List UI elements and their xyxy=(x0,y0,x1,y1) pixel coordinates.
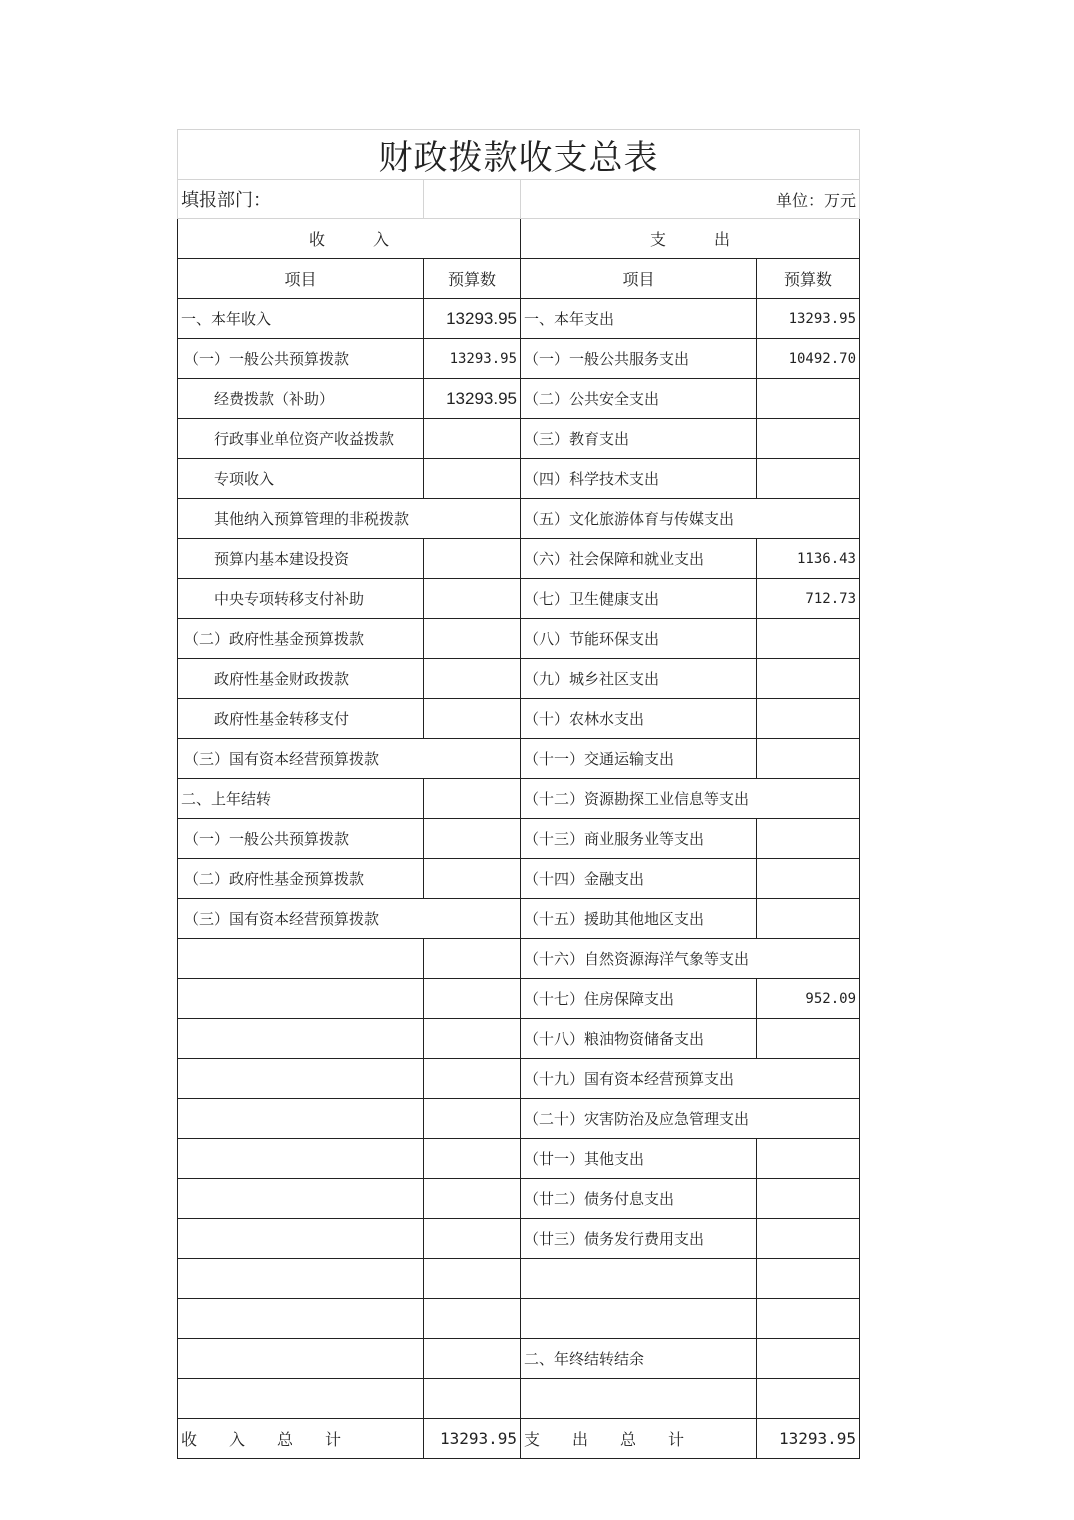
income-item-cell: 其他纳入预算管理的非税拨款 xyxy=(178,499,521,539)
expense-item-cell: （十六）自然资源海洋气象等支出 xyxy=(521,939,860,979)
expense-budget-header: 预算数 xyxy=(757,259,860,299)
page-title: 财政拨款收支总表 xyxy=(178,130,860,180)
income-budget-cell xyxy=(424,819,521,859)
expense-budget-cell xyxy=(757,859,860,899)
table-row xyxy=(178,1379,860,1419)
income-budget-cell: 13293.95 xyxy=(424,299,521,339)
expense-item-cell: （十九）国有资本经营预算支出 xyxy=(521,1059,860,1099)
expense-budget-cell xyxy=(757,419,860,459)
table-row xyxy=(178,339,860,379)
income-item-cell xyxy=(178,939,424,979)
table-row xyxy=(178,979,860,1019)
income-budget-cell xyxy=(424,459,521,499)
table-row xyxy=(178,939,860,979)
income-budget-cell xyxy=(424,699,521,739)
table-row xyxy=(178,579,860,619)
expense-budget-cell xyxy=(757,619,860,659)
table-row xyxy=(178,1059,860,1099)
table-row xyxy=(178,1339,860,1379)
table-row xyxy=(178,859,860,899)
expense-item-cell: （十七）住房保障支出 xyxy=(521,979,757,1019)
expense-item-cell: （十一）交通运输支出 xyxy=(521,739,757,779)
expense-item-cell xyxy=(521,1379,757,1419)
income-budget-cell: 13293.95 xyxy=(424,379,521,419)
expense-item-cell: （二）公共安全支出 xyxy=(521,379,757,419)
income-item-cell: （一）一般公共预算拨款 xyxy=(178,819,424,859)
expense-item-cell: （三）教育支出 xyxy=(521,419,757,459)
expense-budget-cell xyxy=(757,659,860,699)
income-item-cell: 专项收入 xyxy=(178,459,424,499)
expense-item-cell: （十八）粮油物资储备支出 xyxy=(521,1019,757,1059)
expense-budget-cell: 10492.70 xyxy=(757,339,860,379)
income-budget-cell xyxy=(424,1259,521,1299)
income-budget-cell xyxy=(424,1299,521,1339)
income-item-cell: （三）国有资本经营预算拨款 xyxy=(178,739,521,779)
fill-dept-label: 填报部门： xyxy=(178,180,424,219)
expense-item-cell: （六）社会保障和就业支出 xyxy=(521,539,757,579)
expense-budget-cell xyxy=(757,379,860,419)
income-item-cell xyxy=(178,1179,424,1219)
expense-item-cell xyxy=(521,1299,757,1339)
table-row xyxy=(178,739,860,779)
table-row xyxy=(178,1259,860,1299)
expense-budget-cell: 13293.95 xyxy=(757,299,860,339)
fill-dept-blank[interactable] xyxy=(424,180,521,219)
expense-item-cell: （七）卫生健康支出 xyxy=(521,579,757,619)
expense-budget-cell xyxy=(757,459,860,499)
income-item-cell: （三）国有资本经营预算拨款 xyxy=(178,899,521,939)
income-header: 收 入 xyxy=(178,219,521,259)
table-row xyxy=(178,1179,860,1219)
expense-header: 支 出 xyxy=(521,219,860,259)
expense-item-cell: （一）一般公共服务支出 xyxy=(521,339,757,379)
income-budget-cell xyxy=(424,979,521,1019)
income-budget-cell xyxy=(424,859,521,899)
total-row xyxy=(178,1419,860,1459)
table-row xyxy=(178,539,860,579)
income-budget-cell xyxy=(424,1379,521,1419)
expense-item-cell: （五）文化旅游体育与传媒支出 xyxy=(521,499,860,539)
income-item-cell xyxy=(178,1219,424,1259)
income-item-cell xyxy=(178,1139,424,1179)
income-item-cell xyxy=(178,1379,424,1419)
expense-budget-cell xyxy=(757,739,860,779)
expense-budget-cell xyxy=(757,1219,860,1259)
expense-budget-cell xyxy=(757,1339,860,1379)
income-item-cell: 政府性基金转移支付 xyxy=(178,699,424,739)
table-row xyxy=(178,779,860,819)
expense-budget-cell xyxy=(757,1019,860,1059)
column-header-row xyxy=(178,259,860,299)
table-row xyxy=(178,659,860,699)
table-row xyxy=(178,499,860,539)
income-budget-cell xyxy=(424,619,521,659)
expense-item-header: 项目 xyxy=(521,259,757,299)
income-item-cell: （一）一般公共预算拨款 xyxy=(178,339,424,379)
income-item-cell: 预算内基本建设投资 xyxy=(178,539,424,579)
expense-item-cell: （十二）资源勘探工业信息等支出 xyxy=(521,779,860,819)
income-budget-cell xyxy=(424,1179,521,1219)
table-row xyxy=(178,379,860,419)
income-item-cell xyxy=(178,1019,424,1059)
income-item-cell xyxy=(178,1299,424,1339)
income-budget-cell xyxy=(424,579,521,619)
income-budget-header: 预算数 xyxy=(424,259,521,299)
income-item-cell xyxy=(178,1259,424,1299)
income-budget-cell xyxy=(424,1139,521,1179)
income-item-cell xyxy=(178,1059,424,1099)
expense-item-cell xyxy=(521,1259,757,1299)
income-budget-cell xyxy=(424,659,521,699)
section-header-row xyxy=(178,219,860,259)
income-item-cell: 行政事业单位资产收益拨款 xyxy=(178,419,424,459)
total-income-label: 收 入 总 计 xyxy=(178,1419,424,1459)
table-row xyxy=(178,1299,860,1339)
expense-item-cell: 一、本年支出 xyxy=(521,299,757,339)
total-expense-value: 13293.95 xyxy=(757,1419,860,1459)
income-item-cell xyxy=(178,1099,424,1139)
table-row xyxy=(178,419,860,459)
income-budget-cell xyxy=(424,939,521,979)
income-item-cell xyxy=(178,979,424,1019)
expense-item-cell: 二、年终结转结余 xyxy=(521,1339,757,1379)
expense-budget-cell xyxy=(757,819,860,859)
expense-item-cell: （二十）灾害防治及应急管理支出 xyxy=(521,1099,860,1139)
income-budget-cell xyxy=(424,779,521,819)
expense-budget-cell: 1136.43 xyxy=(757,539,860,579)
income-item-cell xyxy=(178,1339,424,1379)
income-budget-cell xyxy=(424,1219,521,1259)
income-budget-cell: 13293.95 xyxy=(424,339,521,379)
budget-sheet xyxy=(177,129,860,1459)
income-budget-cell xyxy=(424,1019,521,1059)
expense-budget-cell xyxy=(757,1379,860,1419)
income-item-cell: 二、上年结转 xyxy=(178,779,424,819)
income-item-cell: （二）政府性基金预算拨款 xyxy=(178,619,424,659)
income-item-cell: （二）政府性基金预算拨款 xyxy=(178,859,424,899)
table-row xyxy=(178,819,860,859)
expense-item-cell: （十五）援助其他地区支出 xyxy=(521,899,757,939)
income-budget-cell xyxy=(424,539,521,579)
total-income-value: 13293.95 xyxy=(424,1419,521,1459)
expense-item-cell: （十）农林水支出 xyxy=(521,699,757,739)
income-item-cell: 政府性基金财政拨款 xyxy=(178,659,424,699)
table-row xyxy=(178,1139,860,1179)
income-budget-cell xyxy=(424,1059,521,1099)
income-item-cell: 经费拨款（补助） xyxy=(178,379,424,419)
table-row xyxy=(178,1099,860,1139)
title-row xyxy=(178,130,860,180)
income-budget-cell xyxy=(424,419,521,459)
meta-row xyxy=(178,180,860,219)
table-row xyxy=(178,619,860,659)
expense-item-cell: （十四）金融支出 xyxy=(521,859,757,899)
expense-item-cell: （四）科学技术支出 xyxy=(521,459,757,499)
expense-item-cell: （九）城乡社区支出 xyxy=(521,659,757,699)
expense-item-cell: （廿三）债务发行费用支出 xyxy=(521,1219,757,1259)
expense-budget-cell xyxy=(757,699,860,739)
expense-item-cell: （十三）商业服务业等支出 xyxy=(521,819,757,859)
income-item-header: 项目 xyxy=(178,259,424,299)
income-item-cell: 中央专项转移支付补助 xyxy=(178,579,424,619)
expense-item-cell: （八）节能环保支出 xyxy=(521,619,757,659)
expense-budget-cell: 952.09 xyxy=(757,979,860,1019)
table-row xyxy=(178,1019,860,1059)
table-row xyxy=(178,899,860,939)
expense-item-cell: （廿一）其他支出 xyxy=(521,1139,757,1179)
expense-budget-cell xyxy=(757,1179,860,1219)
table-row xyxy=(178,1219,860,1259)
expense-budget-cell xyxy=(757,899,860,939)
expense-budget-cell: 712.73 xyxy=(757,579,860,619)
income-budget-cell xyxy=(424,1339,521,1379)
income-budget-cell xyxy=(424,1099,521,1139)
expense-budget-cell xyxy=(757,1259,860,1299)
expense-budget-cell xyxy=(757,1139,860,1179)
expense-item-cell: （廿二）债务付息支出 xyxy=(521,1179,757,1219)
total-expense-label: 支 出 总 计 xyxy=(521,1419,757,1459)
table-row xyxy=(178,699,860,739)
income-item-cell: 一、本年收入 xyxy=(178,299,424,339)
unit-label: 单位：万元 xyxy=(521,180,860,219)
table-row xyxy=(178,459,860,499)
expense-budget-cell xyxy=(757,1299,860,1339)
table-row xyxy=(178,299,860,339)
budget-table xyxy=(177,129,860,1459)
